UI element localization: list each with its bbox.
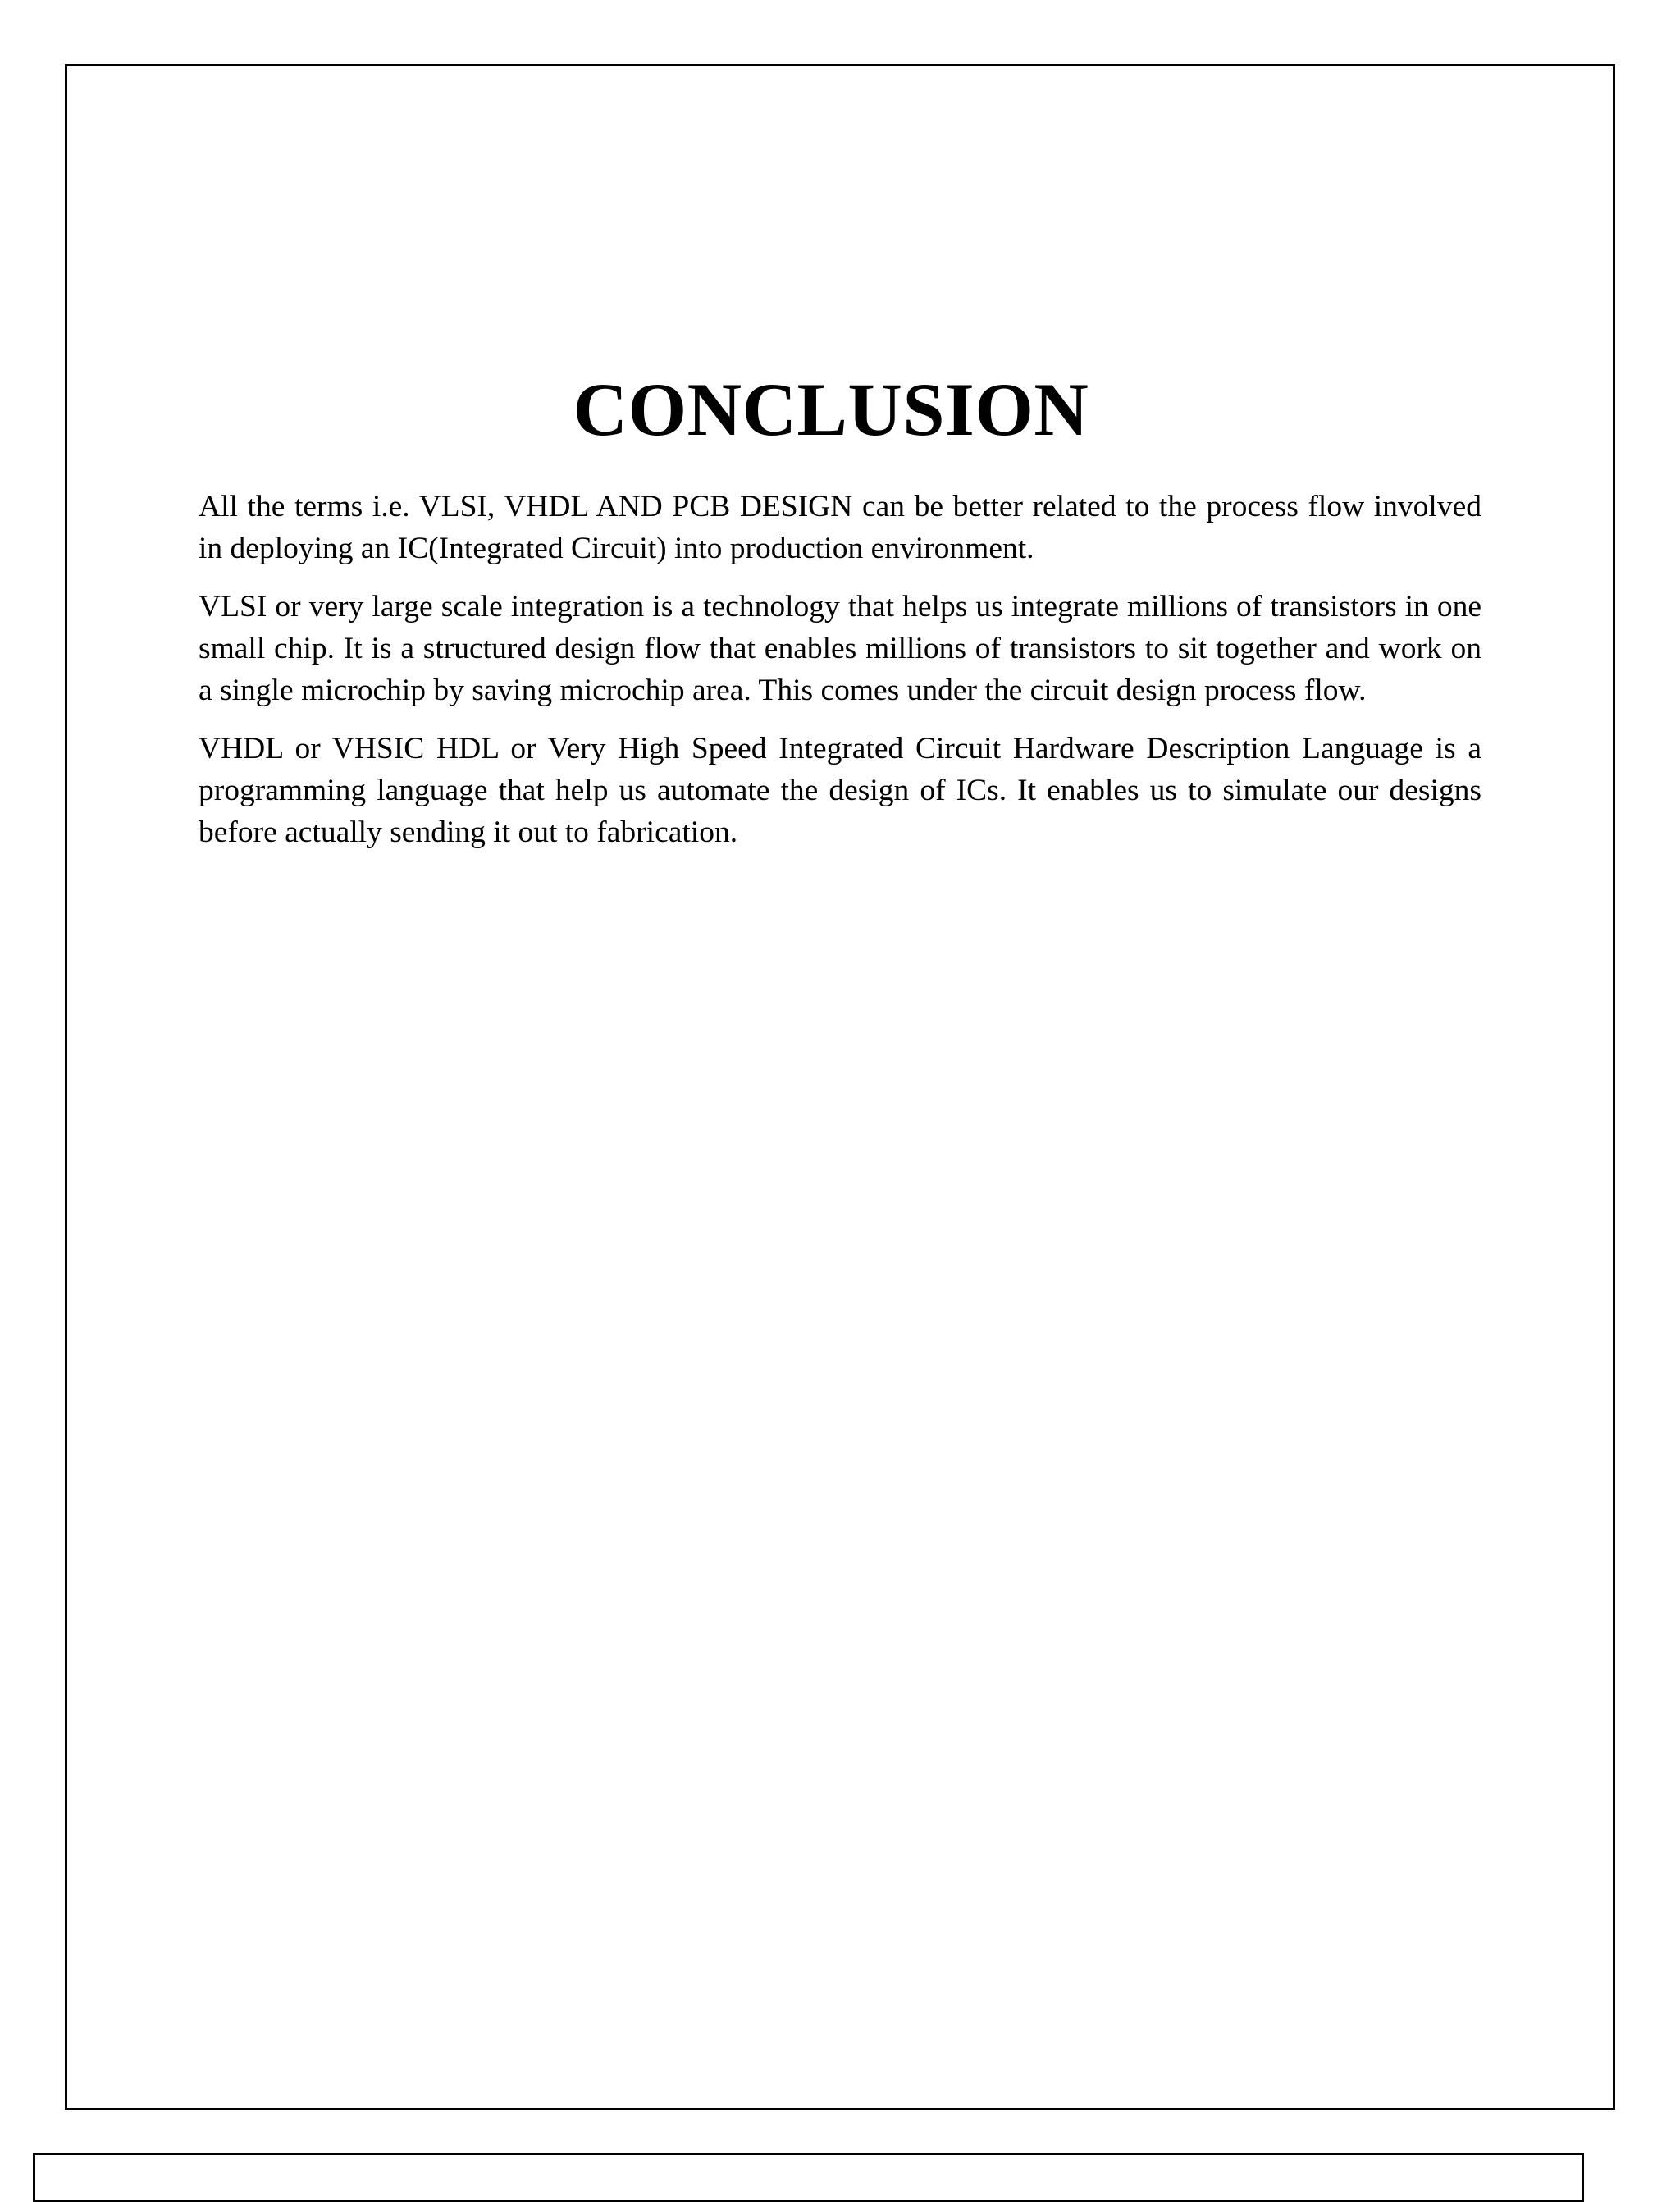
next-page-border bbox=[33, 2153, 1584, 2202]
paragraph-overview: All the terms i.e. VLSI, VHDL AND PCB DESIGN can be better related to the process flow involved in deploying an IC(Integrated Circuit) into production environment. bbox=[199, 490, 1481, 565]
conclusion-body bbox=[199, 486, 1481, 870]
paragraph-vlsi: VLSI or very large scale integration is a technology that helps us integrate millions of transistors in one small chip. It is a structured design flow that enables millions of transistors to sit together and work on a single microchip by saving microchip area. This comes under the circuit design process flow. bbox=[199, 590, 1481, 707]
page-title: CONCLUSION bbox=[573, 368, 1089, 451]
paragraph-vhdl: VHDL or VHSIC HDL or Very High Speed Integrated Circuit Hardware Description Language is a programming language that help us automate the design of ICs. It enables us to simulate our designs before actually sending it out to fabrication. bbox=[199, 732, 1481, 849]
page-border bbox=[65, 64, 1615, 2110]
